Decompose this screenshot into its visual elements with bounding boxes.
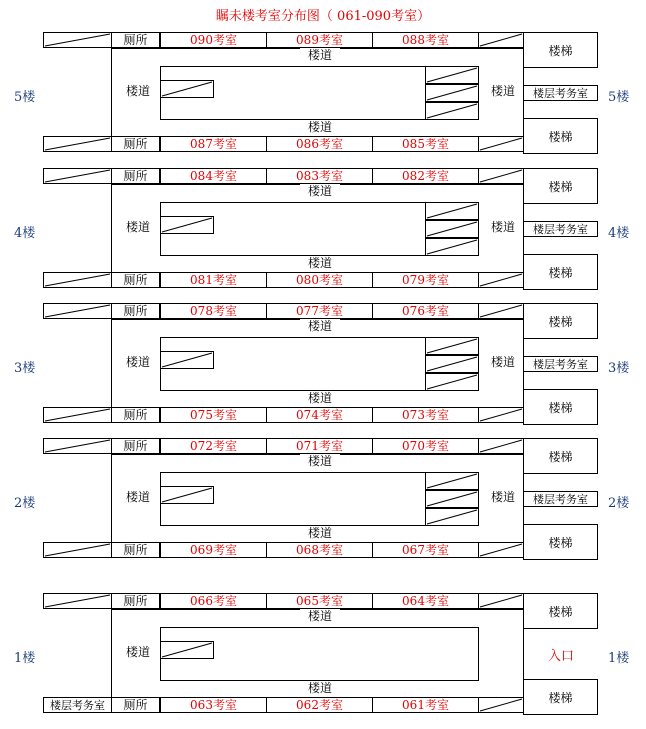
hatched-area bbox=[425, 355, 479, 373]
stairs: 楼梯 bbox=[523, 118, 598, 154]
corridor-label: 楼道 bbox=[485, 84, 521, 99]
exam-room: 088考室 bbox=[372, 32, 479, 48]
hatched-area bbox=[43, 136, 112, 152]
floor-exam-office: 楼层考务室 bbox=[523, 356, 598, 372]
exam-room: 078考室 bbox=[160, 303, 267, 319]
toilet: 厕所 bbox=[111, 407, 160, 423]
floor-label-left: 2楼 bbox=[14, 496, 36, 511]
hatched-area bbox=[160, 80, 214, 98]
floor-block bbox=[0, 32, 646, 154]
floor-block bbox=[0, 303, 646, 425]
hatched-area bbox=[43, 438, 112, 454]
corridor-label: 楼道 bbox=[300, 526, 340, 541]
corridor-label: 楼道 bbox=[300, 681, 340, 696]
exam-room: 079考室 bbox=[372, 272, 479, 288]
entrance-label: 入口 bbox=[548, 649, 575, 664]
floor-label-right: 3楼 bbox=[608, 361, 630, 376]
corridor-label: 楼道 bbox=[300, 256, 340, 271]
toilet: 厕所 bbox=[111, 272, 160, 288]
wall-line bbox=[111, 184, 112, 272]
toilet: 厕所 bbox=[111, 32, 160, 48]
floor-label-right: 1楼 bbox=[608, 651, 630, 666]
corridor-label: 楼道 bbox=[118, 220, 158, 235]
corridor-label: 楼道 bbox=[485, 355, 521, 370]
hatched-area bbox=[425, 472, 479, 490]
corridor-label: 楼道 bbox=[300, 391, 340, 406]
hatched-area bbox=[478, 407, 524, 423]
exam-room: 075考室 bbox=[160, 407, 267, 423]
hatched-area bbox=[425, 66, 479, 84]
exam-room: 090考室 bbox=[160, 32, 267, 48]
hatched-area bbox=[43, 32, 112, 48]
floor-exam-office: 楼层考务室 bbox=[523, 491, 598, 507]
floor-label-left: 1楼 bbox=[14, 651, 36, 666]
exam-room: 069考室 bbox=[160, 542, 267, 558]
corridor-label: 楼道 bbox=[485, 490, 521, 505]
toilet: 厕所 bbox=[111, 136, 160, 152]
wall-line bbox=[111, 48, 112, 136]
hatched-area bbox=[43, 593, 112, 609]
hatched-area bbox=[478, 136, 524, 152]
corridor-label: 楼道 bbox=[118, 355, 158, 370]
exam-room: 086考室 bbox=[266, 136, 373, 152]
hatched-area bbox=[478, 542, 524, 558]
toilet: 厕所 bbox=[111, 438, 160, 454]
hatched-area bbox=[425, 202, 479, 220]
exam-room: 087考室 bbox=[160, 136, 267, 152]
floor-label-right: 4楼 bbox=[608, 226, 630, 241]
wall-line bbox=[111, 609, 112, 697]
hatched-area bbox=[43, 542, 112, 558]
stairs: 楼梯 bbox=[523, 168, 598, 204]
hatched-area bbox=[160, 486, 214, 504]
exam-room: 076考室 bbox=[372, 303, 479, 319]
exam-room: 064考室 bbox=[372, 593, 479, 609]
stairs: 楼梯 bbox=[523, 389, 598, 425]
hatched-area bbox=[43, 168, 112, 184]
floor-exam-office: 楼层考务室 bbox=[523, 221, 598, 237]
exam-room: 077考室 bbox=[266, 303, 373, 319]
hatched-area bbox=[160, 351, 214, 369]
stairs: 楼梯 bbox=[523, 438, 598, 474]
hatched-area bbox=[478, 697, 524, 713]
exam-room: 082考室 bbox=[372, 168, 479, 184]
stairs: 楼梯 bbox=[523, 254, 598, 290]
hatched-area bbox=[425, 102, 479, 120]
corridor-label: 楼道 bbox=[118, 84, 158, 99]
exam-room: 084考室 bbox=[160, 168, 267, 184]
exam-room: 074考室 bbox=[266, 407, 373, 423]
stairs: 楼梯 bbox=[523, 32, 598, 68]
hatched-area bbox=[425, 337, 479, 355]
floor-exam-office: 楼层考务室 bbox=[523, 85, 598, 101]
stairs: 楼梯 bbox=[523, 679, 598, 715]
stairs: 楼梯 bbox=[523, 593, 598, 629]
hatched-area bbox=[425, 508, 479, 526]
stairs: 楼梯 bbox=[523, 524, 598, 560]
hatched-area bbox=[160, 641, 214, 659]
corridor-label: 楼道 bbox=[300, 609, 340, 624]
hatched-area bbox=[160, 216, 214, 234]
floor-label-left: 5楼 bbox=[14, 90, 36, 105]
toilet: 厕所 bbox=[111, 697, 160, 713]
corridor-label: 楼道 bbox=[300, 120, 340, 135]
hatched-area bbox=[425, 84, 479, 102]
floor-label-right: 5楼 bbox=[608, 90, 630, 105]
hatched-area bbox=[43, 272, 112, 288]
hatched-area bbox=[478, 438, 524, 454]
wall-line bbox=[111, 454, 112, 542]
exam-room: 068考室 bbox=[266, 542, 373, 558]
exam-room: 083考室 bbox=[266, 168, 373, 184]
floor-label-left: 4楼 bbox=[14, 226, 36, 241]
hatched-area bbox=[425, 490, 479, 508]
corridor-label: 楼道 bbox=[118, 645, 158, 660]
corridor-label: 楼道 bbox=[300, 48, 340, 63]
exam-room: 062考室 bbox=[266, 697, 373, 713]
floor-exam-office: 楼层考务室 bbox=[43, 697, 112, 713]
hatched-area bbox=[425, 373, 479, 391]
corridor-label: 楼道 bbox=[300, 319, 340, 334]
hatched-area bbox=[43, 303, 112, 319]
wall-line bbox=[111, 319, 112, 407]
exam-room: 072考室 bbox=[160, 438, 267, 454]
exam-room: 085考室 bbox=[372, 136, 479, 152]
toilet: 厕所 bbox=[111, 593, 160, 609]
exam-room: 080考室 bbox=[266, 272, 373, 288]
hatched-area bbox=[478, 593, 524, 609]
corridor-label: 楼道 bbox=[300, 184, 340, 199]
hatched-area bbox=[478, 168, 524, 184]
floor-block bbox=[0, 593, 646, 715]
exam-room: 081考室 bbox=[160, 272, 267, 288]
corridor-label: 楼道 bbox=[118, 490, 158, 505]
exam-room: 073考室 bbox=[372, 407, 479, 423]
exam-room: 063考室 bbox=[160, 697, 267, 713]
exam-room: 065考室 bbox=[266, 593, 373, 609]
exam-room: 070考室 bbox=[372, 438, 479, 454]
toilet: 厕所 bbox=[111, 168, 160, 184]
hatched-area bbox=[425, 220, 479, 238]
toilet: 厕所 bbox=[111, 303, 160, 319]
exam-room: 089考室 bbox=[266, 32, 373, 48]
exam-room: 066考室 bbox=[160, 593, 267, 609]
hatched-area bbox=[478, 303, 524, 319]
floor-block bbox=[0, 168, 646, 290]
hatched-area bbox=[43, 407, 112, 423]
hatched-area bbox=[425, 238, 479, 256]
hatched-area bbox=[478, 272, 524, 288]
floor-block bbox=[0, 438, 646, 560]
toilet: 厕所 bbox=[111, 542, 160, 558]
floor-label-left: 3楼 bbox=[14, 361, 36, 376]
corridor-label: 楼道 bbox=[300, 454, 340, 469]
exam-room: 071考室 bbox=[266, 438, 373, 454]
floor-label-right: 2楼 bbox=[608, 496, 630, 511]
hatched-area bbox=[478, 32, 524, 48]
corridor-label: 楼道 bbox=[485, 220, 521, 235]
exam-room: 061考室 bbox=[372, 697, 479, 713]
page-title: 瞩未楼考室分布图（ 061-090考室） bbox=[215, 9, 431, 24]
stairs: 楼梯 bbox=[523, 303, 598, 339]
exam-room: 067考室 bbox=[372, 542, 479, 558]
